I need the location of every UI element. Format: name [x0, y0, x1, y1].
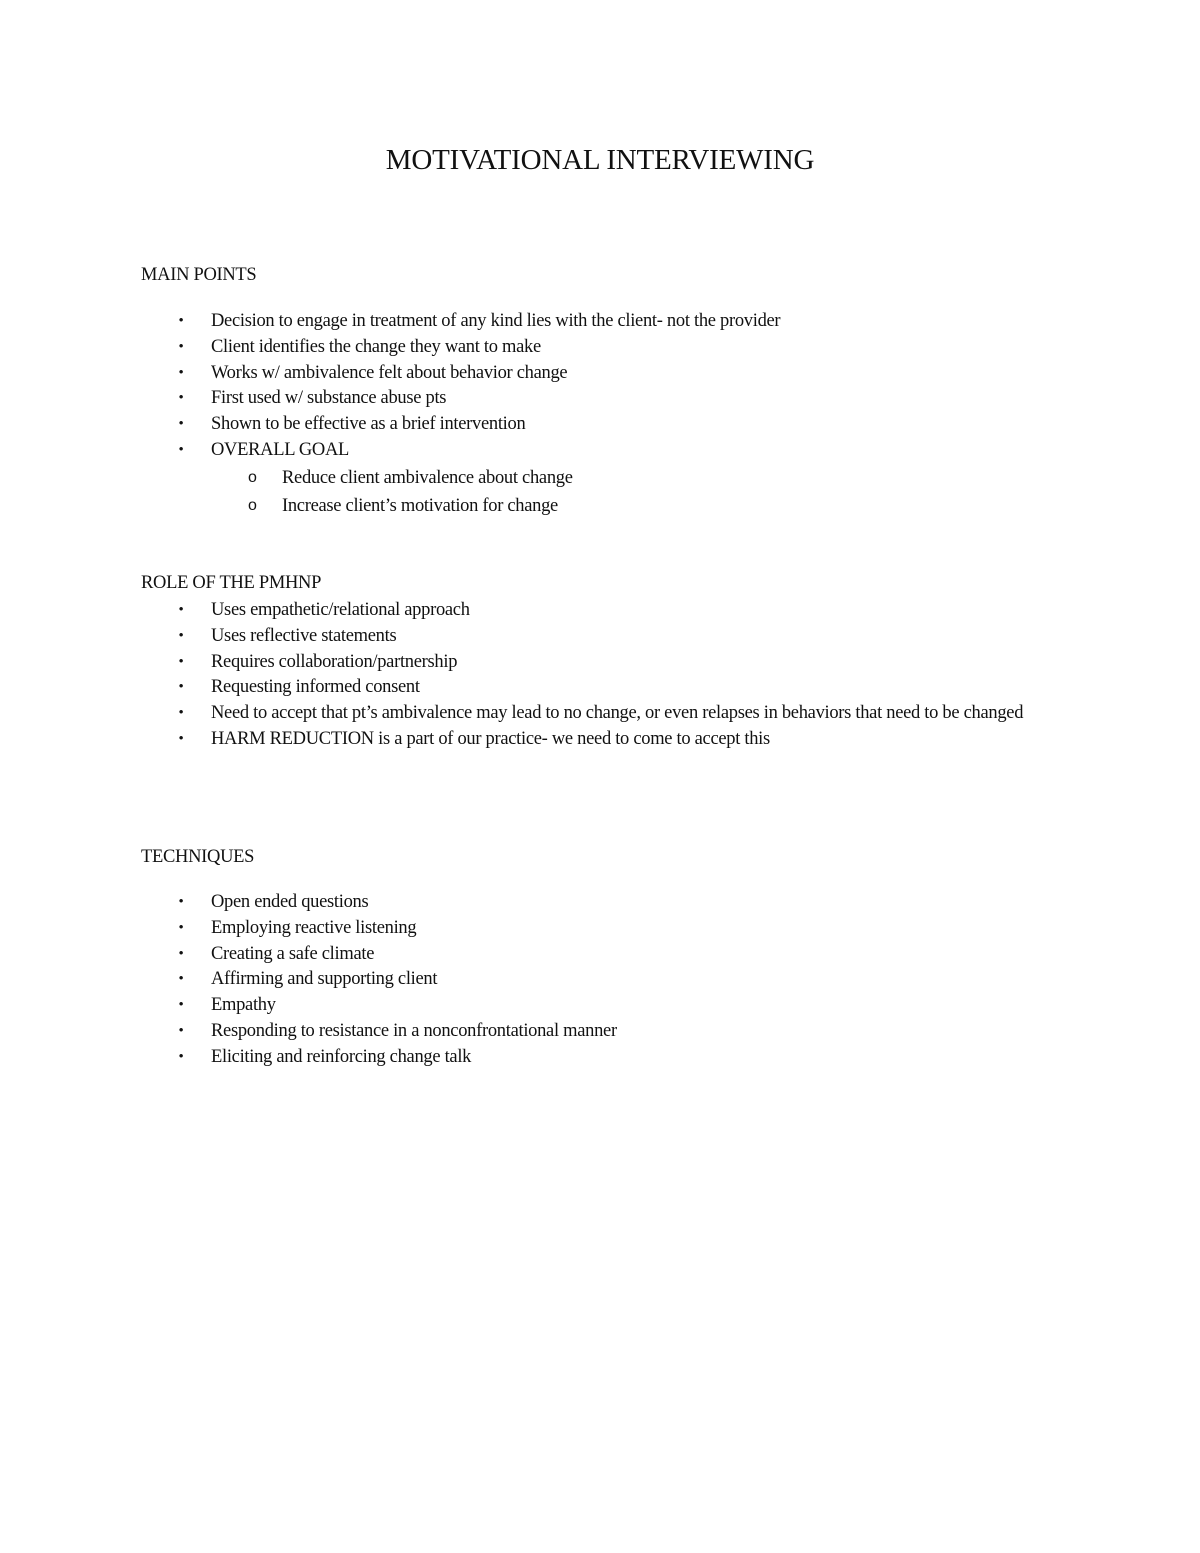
list-item-text: Need to accept that pt’s ambivalence may lead to no change, or even relapses in behaviors that need to be changed: [211, 703, 1024, 724]
list-item-text: Decision to engage in treatment of any kind lies with the client- not the provider: [211, 311, 781, 331]
bullet-icon: •: [178, 627, 184, 644]
list-item: [0, 727, 1071, 753]
list-item-text: Uses reflective statements: [211, 625, 397, 646]
bullet-icon: •: [178, 679, 184, 696]
bullet-icon: •: [178, 390, 184, 407]
bullet-icon: •: [178, 653, 184, 670]
list-item-text: OVERALL GOAL: [211, 439, 350, 460]
bullet-icon: •: [178, 730, 184, 747]
list-item: [0, 309, 1071, 335]
bullet-icon: •: [178, 602, 184, 618]
list-item-text: Requires collaboration/partnership: [211, 651, 458, 672]
list-item: [0, 361, 1071, 387]
bullet-icon: •: [178, 705, 184, 722]
list-item-text: Empathy: [211, 995, 276, 1016]
section-heading-main-points: MAIN POINTS: [141, 265, 257, 285]
list-item: [0, 701, 1071, 727]
list-item-text: Uses empathetic/relational approach: [211, 600, 470, 620]
bullet-icon: •: [178, 313, 184, 329]
list-item: [0, 335, 1071, 361]
document-title: MOTIVATIONAL INTERVIEWING: [385, 144, 815, 176]
list-item: [0, 675, 1071, 701]
list-item-text: Creating a safe climate: [211, 943, 375, 964]
list-item: [0, 890, 1071, 916]
bullet-icon: •: [178, 971, 184, 988]
list-item: [0, 412, 1071, 438]
bullet-icon: •: [178, 416, 184, 433]
list-item: [0, 386, 1071, 412]
bullet-icon: •: [178, 1022, 184, 1039]
techniques-list: [0, 890, 1071, 1071]
main-points-list: [0, 309, 1071, 520]
list-item-text: Open ended questions: [211, 892, 369, 912]
section-heading-role: ROLE OF THE PMHNP: [141, 573, 322, 593]
list-item-text: Employing reactive listening: [211, 917, 417, 938]
list-item: [0, 993, 1071, 1019]
bullet-icon: •: [178, 919, 184, 936]
list-item-text: Works w/ ambivalence felt about behavior change: [211, 362, 568, 383]
list-item-text: Affirming and supporting client: [211, 969, 438, 990]
list-item-text: Requesting informed consent: [211, 677, 420, 698]
bullet-icon: •: [178, 338, 184, 355]
sub-list-item-text: Increase client’s motivation for change: [282, 495, 558, 516]
sub-list-item: [0, 464, 1071, 492]
bullet-icon: •: [178, 441, 184, 458]
list-item-text: Client identifies the change they want to make: [211, 336, 541, 357]
sub-bullet-icon: o: [248, 496, 257, 514]
list-item: [0, 598, 1071, 624]
sub-list-item-text: Reduce client ambivalence about change: [282, 467, 573, 488]
bullet-icon: •: [178, 945, 184, 962]
list-item: [0, 967, 1071, 993]
role-list: [0, 598, 1071, 753]
list-item: [0, 1045, 1071, 1071]
sub-bullet-icon: o: [248, 468, 257, 486]
bullet-icon: •: [178, 364, 184, 381]
list-item-text: Responding to resistance in a nonconfrontational manner: [211, 1020, 617, 1041]
section-heading-techniques: TECHNIQUES: [141, 847, 255, 867]
list-item: [0, 650, 1071, 676]
list-item-text: Eliciting and reinforcing change talk: [211, 1046, 472, 1067]
list-item: [0, 438, 1071, 464]
list-item: [0, 942, 1071, 968]
bullet-icon: •: [178, 1048, 184, 1065]
bullet-icon: •: [178, 997, 184, 1014]
list-item: [0, 916, 1071, 942]
list-item: [0, 1019, 1071, 1045]
bullet-icon: •: [178, 894, 184, 910]
list-item-text: HARM REDUCTION is a part of our practice- we need to come to accept this: [211, 728, 770, 749]
list-item-text: Shown to be effective as a brief intervention: [211, 414, 526, 435]
list-item: [0, 624, 1071, 650]
list-item-text: First used w/ substance abuse pts: [211, 388, 447, 409]
sub-list-item: [0, 492, 1071, 520]
